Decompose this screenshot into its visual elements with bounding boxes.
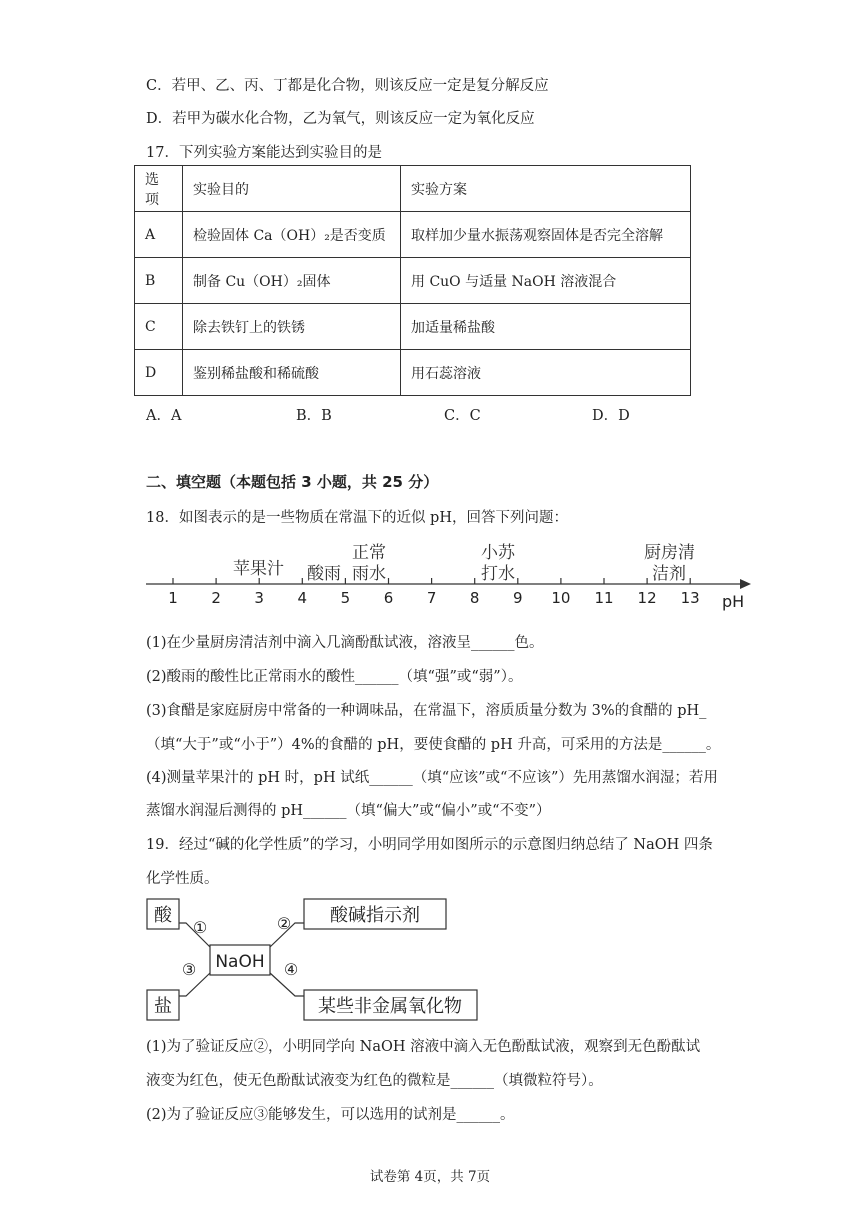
option-d-text: D．若甲为碳水化合物，乙为氧气，则该反应一定为氧化反应 — [146, 111, 535, 127]
question-18-stem: 18．如图表示的是一些物质在常温下的近似 pH，回答下列问题： — [146, 510, 568, 526]
label-acid-rain: 酸雨 — [307, 564, 341, 584]
ph-scale-diagram — [140, 536, 760, 614]
table-cell: 用 CuO 与适量 NaOH 溶液混合 — [401, 258, 691, 304]
ph-tick-label: 2 — [211, 589, 221, 607]
q18-part4-line2: 蒸馏水润湿后测得的 pH______（填“偏大”或“偏小”或“不变”） — [146, 803, 551, 819]
ph-tick-label: 12 — [637, 589, 657, 607]
label-kitchen-cleaner-line1: 厨房清 — [644, 543, 695, 563]
ph-tick-label: 7 — [426, 589, 437, 607]
table-row — [135, 212, 691, 258]
q18-part3-line1: (3)食醋是家庭厨房中常备的一种调味品，在常温下，溶质质量分数为 3%的食醋的 pH_ — [146, 703, 707, 719]
marker-2: ② — [276, 914, 292, 933]
ph-axis-label: pH — [722, 592, 745, 611]
answer-option[interactable]: A．A — [146, 408, 182, 424]
table-cell: D — [135, 350, 183, 396]
q19-part1-line2: 液变为红色，使无色酚酞试液变为红色的微粒是______（填微粒符号）。 — [146, 1073, 603, 1089]
table-header-cell: 实验方案 — [401, 166, 691, 212]
table-cell: 检验固体 Ca（OH）₂是否变质 — [183, 212, 401, 258]
question-19-stem-line2: 化学性质。 — [146, 871, 219, 887]
label-normal-rain-line1: 正常 — [352, 543, 386, 563]
label-oxide: 某些非金属氧化物 — [318, 996, 462, 1017]
answer-option[interactable]: D．D — [592, 408, 630, 424]
experiment-table — [134, 165, 691, 396]
ph-tick-label: 1 — [168, 589, 178, 607]
label-salt: 盐 — [154, 996, 172, 1017]
table-cell: 鉴别稀盐酸和稀硫酸 — [183, 350, 401, 396]
label-baking-soda-line2: 打水 — [481, 564, 515, 584]
q18-part2: (2)酸雨的酸性比正常雨水的酸性______（填“强”或“弱”）。 — [146, 669, 523, 685]
ph-tick-label: 8 — [469, 589, 480, 607]
q19-part2: (2)为了验证反应③能够发生，可以选用的试剂是______。 — [146, 1107, 515, 1123]
table-cell: B — [135, 258, 183, 304]
ph-tick-label: 5 — [340, 589, 351, 607]
ph-tick-label: 11 — [594, 589, 614, 607]
ph-tick-label: 3 — [254, 589, 264, 607]
option-c-text: C．若甲、乙、丙、丁都是化合物，则该反应一定是复分解反应 — [146, 78, 549, 94]
answer-option[interactable]: C．C — [444, 408, 481, 424]
question-19-stem-line1: 19．经过“碱的化学性质”的学习，小明同学用如图所示的示意图归纳总结了 NaOH 四条 — [146, 837, 713, 853]
table-header-row — [135, 166, 691, 212]
label-baking-soda-line1: 小苏 — [481, 543, 515, 563]
table-row — [135, 258, 691, 304]
table-row — [135, 304, 691, 350]
label-kitchen-cleaner-line2: 洁剂 — [652, 564, 686, 584]
question-17-stem: 17．下列实验方案能达到实验目的是 — [146, 145, 382, 161]
ph-ticks — [168, 578, 700, 607]
table-row — [135, 350, 691, 396]
label-indicator: 酸碱指示剂 — [330, 905, 420, 926]
label-naoh: NaOH — [215, 952, 265, 972]
ph-tick-label: 6 — [383, 589, 394, 607]
table-cell: 取样加少量水振荡观察固体是否完全溶解 — [401, 212, 691, 258]
label-acid: 酸 — [154, 905, 172, 926]
q18-part4-line1: (4)测量苹果汁的 pH 时，pH 试纸______（填“应该”或“不应该”）先用蒸馏水润湿；若用 — [146, 770, 718, 786]
ph-tick-label: 13 — [680, 589, 700, 607]
table-header-cell: 选项 — [135, 166, 183, 212]
q18-part1: (1)在少量厨房清洁剂中滴入几滴酚酞试液，溶液呈______色。 — [146, 635, 544, 651]
page-footer: 试卷第 4页，共 7页 — [369, 1169, 491, 1185]
ph-tick-label: 10 — [551, 589, 571, 607]
ph-axis-arrow — [740, 579, 751, 589]
section-heading: 二、填空题（本题包括 3 小题，共 25 分） — [146, 473, 439, 491]
q18-part3-line2: （填“大于”或“小于”）4%的食醋的 pH，要使食醋的 pH 升高，可采用的方法是______。 — [146, 737, 721, 753]
ph-tick-label: 9 — [513, 589, 523, 607]
table-header-cell: 实验目的 — [183, 166, 401, 212]
answer-option[interactable]: B．B — [296, 408, 332, 424]
ph-tick-label: 4 — [297, 589, 308, 607]
table-cell: C — [135, 304, 183, 350]
table-cell: 用石蕊溶液 — [401, 350, 691, 396]
label-normal-rain-line2: 雨水 — [352, 564, 386, 584]
table-cell: A — [135, 212, 183, 258]
q19-part1-line1: (1)为了验证反应②，小明同学向 NaOH 溶液中滴入无色酚酞试液，观察到无色酚酞试 — [146, 1039, 701, 1055]
marker-1: ① — [192, 918, 208, 937]
marker-3: ③ — [181, 960, 197, 979]
table-cell: 加适量稀盐酸 — [401, 304, 691, 350]
marker-4: ④ — [283, 960, 299, 979]
table-cell: 除去铁钉上的铁锈 — [183, 304, 401, 350]
table-cell: 制备 Cu（OH）₂固体 — [183, 258, 401, 304]
naoh-properties-diagram — [140, 893, 480, 1027]
label-apple-juice: 苹果汁 — [233, 559, 284, 579]
